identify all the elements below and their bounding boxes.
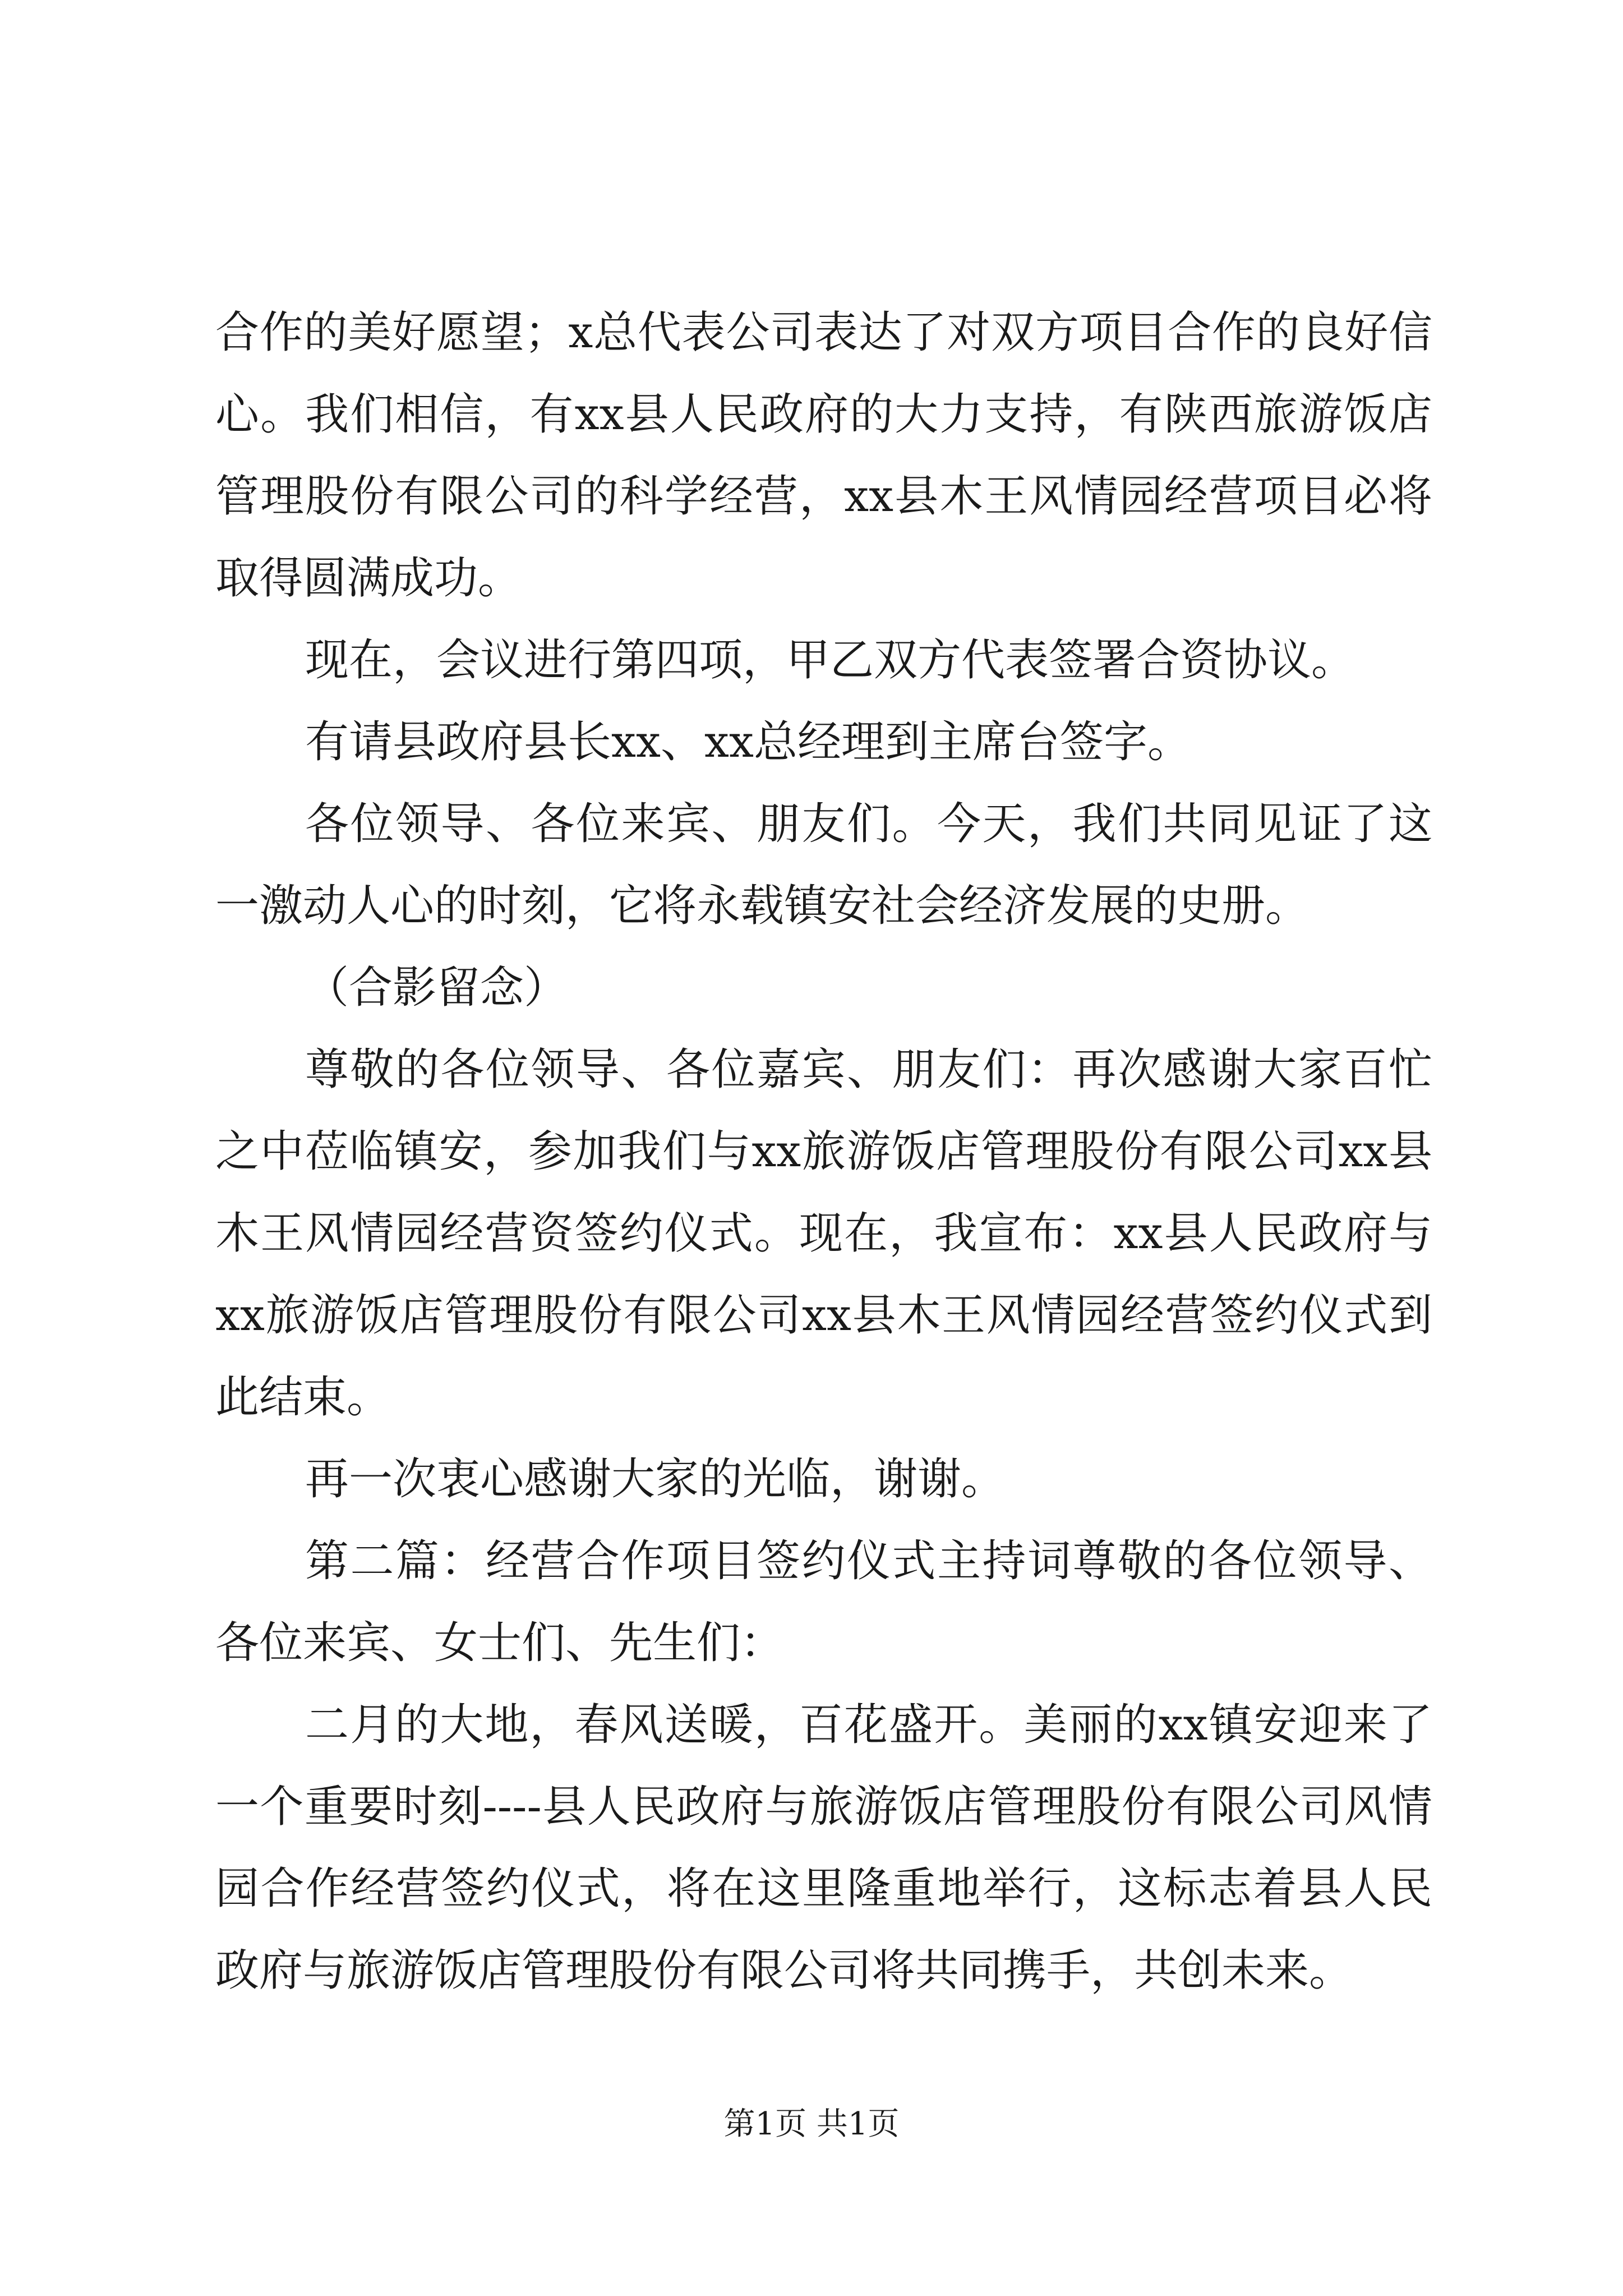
- paragraph-5: （合影留念）: [305, 963, 568, 1013]
- paragraph-8: 第二篇：经营合作项目签约仪式主持词尊敬的各位领导、各位来宾、女士们、先生们：: [215, 1536, 1432, 1668]
- paragraph-1: 合作的美好愿望；x总代表公司表达了对双方项目合作的良好信心。我们相信，有xx县人民政府的大力支持，有陕西旅游饭店管理股份有限公司的科学经营，xx县木王风情园经营项目必将取得圆满成功。: [215, 307, 1432, 604]
- paragraph-2: 现在，会议进行第四项，甲乙双方代表签署合资协议。: [305, 635, 1355, 685]
- paragraph-9: 二月的大地，春风送暖，百花盛开。美丽的xx镇安迎来了一个重要时刻----县人民政府与旅游饭店管理股份有限公司风情园合作经营签约仪式，将在这里隆重地举行，这标志着县人民政府与旅游饭店管理股份有限公司将共同携手，共创未来。: [215, 1700, 1432, 1996]
- paragraph-7: 再一次衷心感谢大家的光临，谢谢。: [305, 1454, 1006, 1504]
- paragraph-6: 尊敬的各位领导、各位嘉宾、朋友们：再次感谢大家百忙之中莅临镇安，参加我们与xx旅游饭店管理股份有限公司xx县木王风情园经营资签约仪式。现在，我宣布：xx县人民政府与xx旅游饭店管理股份有限公司xx县木王风情园经营签约仪式到此结束。: [215, 1045, 1432, 1423]
- document-body: [215, 292, 1432, 2012]
- page-footer: 第1页 共1页: [723, 2106, 900, 2142]
- paragraph-4: 各位领导、各位来宾、朋友们。今天，我们共同见证了这一激动人心的时刻，它将永载镇安社会经济发展的史册。: [215, 799, 1432, 931]
- paragraph-3: 有请县政府县长xx、xx总经理到主席台签字。: [305, 717, 1191, 767]
